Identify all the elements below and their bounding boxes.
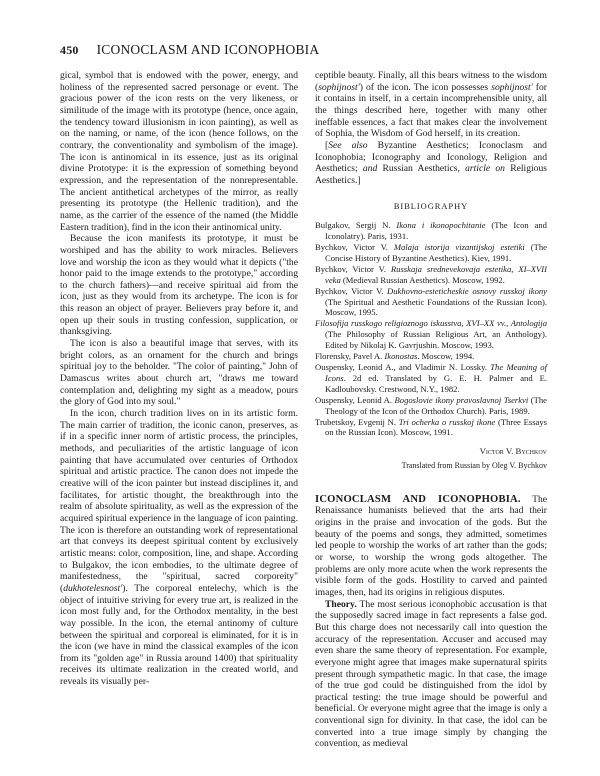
article [315, 494, 547, 750]
text: (The Concise History of Byzantine Aesthetics). Kiev, 1991. [325, 242, 547, 263]
work-title: Ikona i ikonopochitanie [396, 220, 486, 231]
text: article on [465, 163, 505, 175]
text: (The Spiritual and Aesthetic Foundations of the Russian Icon). Moscow, 1995. [325, 296, 547, 318]
work-title: Tri ocherka o russkoj ikone [398, 416, 496, 427]
text: Byzantine Aesthetics; Iconoclasm and Iconophobia; Iconography and Iconology, Religion and Aesthetics; [315, 139, 547, 175]
text: (The Theology of the Icon of the Orthodox Church). Paris, 1989. [325, 394, 548, 416]
bibliography-list [315, 220, 547, 438]
work-title: Bogoslovie ikony pravoslavnoj Tserkvi [394, 394, 529, 405]
text: (Medieval Russian Aesthetics). Moscow, 1992. [340, 274, 505, 285]
bibliography-entry [315, 318, 547, 351]
paragraph [60, 408, 298, 688]
see-also [315, 140, 547, 187]
paragraph [315, 70, 547, 140]
text: ) of the icon. The icon possesses [359, 81, 492, 93]
text: See also [328, 139, 368, 151]
work-title: Malaja istorija vizantijskoj estetiki [393, 242, 525, 253]
article-title: ICONOCLASM AND ICONOPHOBIA. [315, 493, 521, 505]
text: Bychkov, Victor V. [315, 285, 388, 296]
bibliography-entry [315, 395, 547, 417]
page-number: 450 [60, 43, 79, 57]
bibliography-entry [315, 362, 547, 395]
translator-credit: Translated from Russian by Oleg V. Bychkov [401, 461, 547, 470]
text: . 2d ed. Translated by G. E. H. Palmer and E. Kadloubovsky. Crestwood, N.Y., 1982. [325, 372, 547, 394]
bibliography-entry [315, 242, 547, 264]
text: (The Philosophy of Russian Religious Art, an Anthology). Edited by Nikolaj K. Gavrjushin. Moscow, 1993. [325, 329, 547, 351]
text: In the icon, church tradition lives on in its artistic form. The main carrier of tradition, the iconic canon, preserves, as if in a specific inner norm of artistic process, the principles, methods, and peculiarities of the artistic language of icon painting that have accumulated over centuries of Orthodox spiritual and artistic practice. The canon does not impede the creative will of the icon painter but instead disciplines it, and facilitates, for artistic thought, the breakthrough into the realm of absolute spirituality, as well as the expression of the acquired spiritual experience in the language of icon painting. The icon is therefore an outstanding work of representational art that conveys its deepest spiritual content by exclusively artistic means: color, composition, line, and shape. According to Bulgakov, the icon embodies, to the ultimate degree of manifestedness, the "spiritual, sacred corporeity" ( [60, 408, 298, 594]
italic-term: dukhotelesnost' [63, 582, 123, 594]
text: Ouspensky, Leonid A., and Vladimir N. Lossky. [315, 362, 491, 372]
bibliography-entry [315, 220, 547, 242]
bibliography-entry [315, 286, 547, 319]
text: Religious Aesthetics.] [315, 163, 547, 186]
text: Ouspensky, Leonid A. [315, 394, 395, 405]
bibliography-entry [315, 351, 547, 362]
running-header [60, 42, 319, 58]
italic-term: sophijnost' [318, 81, 360, 93]
work-title: Dukhovno-esteticheskie osnovy russkoj ikony [387, 285, 547, 296]
paragraph: Because the icon manifests its prototype, it must be worshiped and has the ability to work miracles. Believers love and worship the icon as they would what it depicts ("the honor paid to the image extends to the prototype," according to the church fathers)—and receive spiritual aid from the icon, just as they would from its archetype. The icon is for this reason an object of prayer. Believers pray before it, and open up their souls in trusting confession, supplication, or thanksgiving. [60, 233, 298, 338]
bibliography-heading: BIBLIOGRAPHY [393, 201, 469, 211]
work-title: The Meaning of Icons [325, 362, 547, 383]
text: Bychkov, Victor V. [315, 263, 391, 274]
bibliography-entry [315, 417, 547, 439]
text: (The Icon and Iconolatry). Paris, 1931. [325, 220, 547, 242]
text: The most serious iconophobic accusation is that the supposedly sacred image in fact represents a false god. But this charge does not necessarily call into question the accuracy of the representation. Accuser and accused may even share the same theory of representation. For example, everyone might agree that images make supernatural spirits present through sympathetic magic. In that case, the image of the true god could be distinguished from the idol by practical testing: the true image should be powerful and beneficial. Or everyone might agree that the image is only a conventional sign for divinity. In that case, the idol can be converted into a true image simply by changing the convention, as medieval [315, 598, 547, 750]
text: Trubetskoy, Evgenij N. [315, 416, 399, 427]
subheading: Theory. [325, 598, 357, 610]
text: The Renaissance humanists believed that the arts had their origins in the praise and invocation of the gods. But the beauty of the poems and songs, they admitted, sometimes led people to worship the works of art rather than the gods; or worse, to worship the wrong gods altogether. The problems are only more acute when the work represents the visible form of the gods. Hostility to carved and painted images, then, had its origins in religious disputes. [315, 493, 547, 598]
work-title: Ikonostas [384, 351, 418, 362]
paragraph [315, 599, 547, 751]
text: (Three Essays on the Russian Icon). Moscow, 1991. [325, 416, 548, 438]
text: Florensky, Pavel A. [315, 351, 385, 362]
work-title: Russkaja srednevekovaja estetika, XI–XVII veka [325, 263, 547, 285]
text: for it contains in itself, in a certain incomprehensible unity, all the things described here, together with many other ineffable essences, a fact that makes clear the involvement of Sophia, the Wisdom of God herself, in its creation. [315, 81, 547, 140]
text: Bychkov, Victor V. [315, 242, 394, 253]
author-signature: Victor V. Bychkov [479, 446, 547, 457]
text: and [362, 163, 378, 175]
paragraph: The icon is also a beautiful image that serves, with its bright colors, as an ornament for the church and brings spiritual joy to the beholder. "The color of painting," John of Damascus writes about church art, "draws me toward contemplation and, delighting my sight as a meadow, pours the glory of God into my soul." [60, 338, 298, 408]
work-title: Filosofija russkogo religioznogo iskusstva, XVI–XX vv., Antologija [315, 318, 547, 329]
text: Bulgakov, Sergij N. [315, 220, 397, 231]
text: ). The corporeal entelechy, which is the object of intuitive striving for every true art, is realized in the icon most fully and, for the Orthodox mentality, in the best way possible. In the icon, the eternal antinomy of culture between the spiritual and corporeal is eliminated, for it is in the icon (we have in mind the classical examples of the icon from its "golden age" in Russia around 1400) that spirituality receives its ultimate realization in the created world, and reveals its visually per- [60, 582, 298, 688]
bibliography-entry [315, 264, 547, 286]
paragraph [315, 494, 547, 599]
right-column [315, 70, 547, 750]
italic-term: sophijnost' [491, 81, 533, 93]
text: ceptible beauty. Finally, all this bears witness to the wisdom ( [315, 70, 547, 93]
left-column [60, 70, 298, 688]
text: [ [325, 139, 329, 151]
text: Russian Aesthetics, [377, 163, 466, 175]
running-title: ICONOCLASM AND ICONOPHOBIA [96, 42, 320, 57]
paragraph: gical, symbol that is endowed with the power, energy, and holiness of the represented sacred personage or event. The gracious power of the icon rests on the very likeness, or similitude of the image with its prototype (hence, once again, the tendency toward illusionism in icon painting), as well as on the naming, or name, of the icon (hence follows, on the contrary, the conventionality and symbolism of the image). The icon is antinomical in its essence, just as its original divine Prototype: it is the expression of something beyond expression, and the representation of the nonrepresentable. The ancient antithetical archetypes of the mirror, as really presenting its prototype (the Hellenic tradition), and the name, as the carrier of the essence of the named (the Middle Eastern tradition), find in the icon their antinomical unity. [60, 70, 298, 233]
text: . Moscow, 1994. [417, 351, 475, 362]
